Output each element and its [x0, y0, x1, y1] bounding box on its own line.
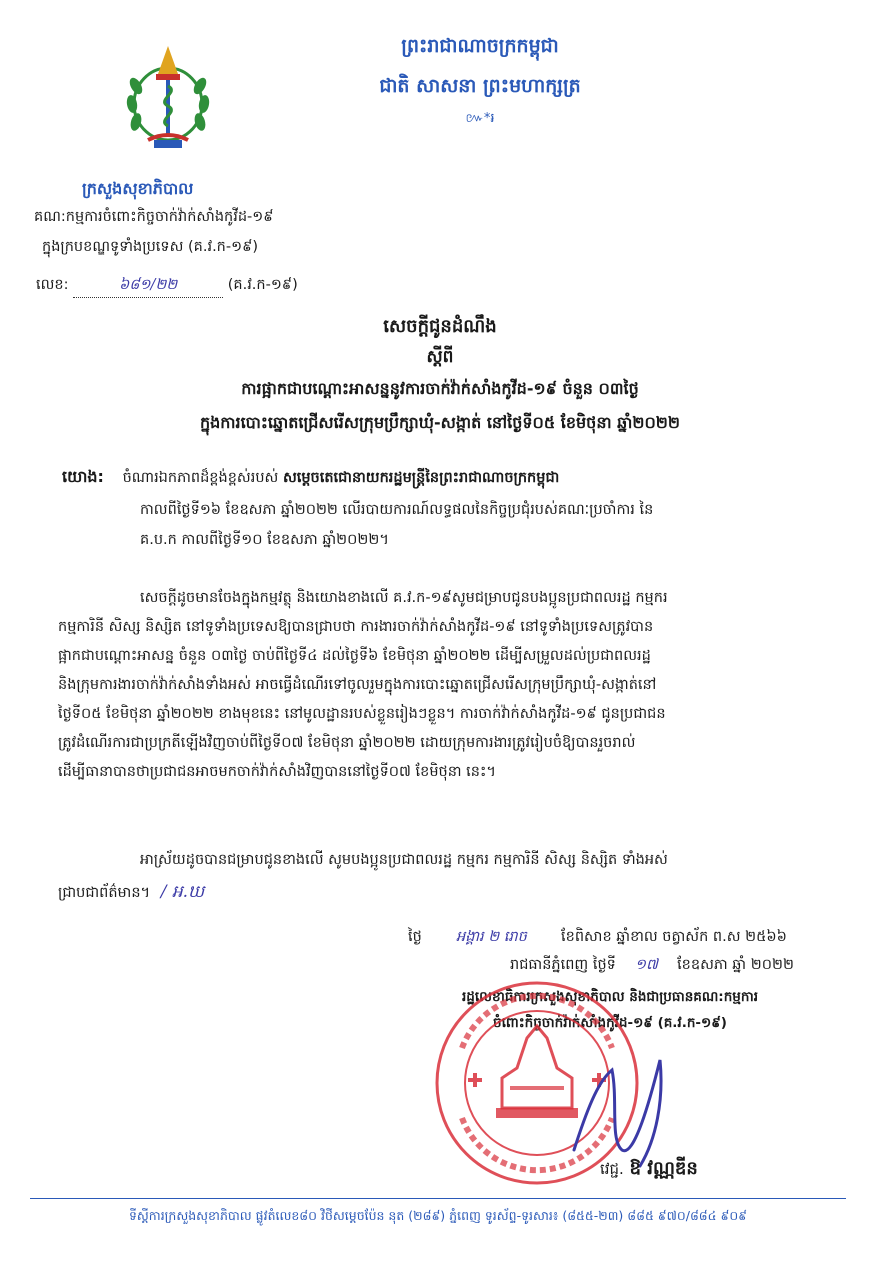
handwritten-initials: / អ.ឃ	[160, 882, 205, 902]
lunar-day: អង្គារ ២ រោច	[456, 929, 527, 945]
subject-line-1: ការផ្អាកជាបណ្តោះអាសន្ននូវការចាក់វ៉ាក់សាំងកូវីដ-១៩ ចំនួន ០៣ថ្ងៃ	[241, 379, 639, 398]
paragraph-line: ត្រូវដំណើរការជាប្រក្រតីឡើងវិញចាប់ពីថ្ងៃទី០៧ ខែមិថុនា ឆ្នាំ២០២២ ដោយក្រុមការងារត្រូវរៀបចំឱ្យបានរួចរាល់	[58, 735, 636, 751]
notice-subtitle: ស្តីពី	[426, 347, 454, 367]
reference-line-3: គ.ប.ក កាលពីថ្ងៃទី១០ ខែឧសភា ឆ្នាំ២០២២។	[140, 532, 389, 548]
reference-prime-minister: សម្តេចតេជោនាយករដ្ឋមន្ត្រីនៃព្រះរាជាណាចក្រកម្ពុជា	[282, 470, 560, 486]
place-rest: ខែឧសភា ឆ្នាំ ២០២២	[677, 957, 794, 973]
ref-label: លេខ:	[36, 277, 69, 293]
subject-line-2: ក្នុងការបោះឆ្នោតជ្រើសរើសក្រុមប្រឹក្សាឃុំ-សង្កាត់ នៅថ្ងៃទី០៥ ខែមិថុនា ឆ្នាំ២០២២	[199, 413, 681, 432]
body-paragraph-2-line-1: អាស្រ័យដូចបានជម្រាបជូនខាងលើ សូមបងប្អូនប្រជាពលរដ្ឋ កម្មករ កម្មការិនី សិស្ស និស្សិត ទាំងអស់	[140, 852, 668, 868]
name-prefix: វេជ្ជ.	[600, 1160, 624, 1178]
ministry-name: ក្រសួងសុខាភិបាល	[82, 179, 194, 198]
solar-date-line	[510, 956, 794, 977]
lunar-prefix: ថ្ងៃ	[408, 929, 422, 945]
body-paragraph-1	[58, 584, 848, 787]
body-paragraph-2-line-2	[58, 878, 204, 908]
signatory-position-1: រដ្ឋលេខាធិការក្រសួងសុខាភិបាល និងជាប្រធានគណ:កម្មការ	[462, 989, 758, 1005]
notice-title: សេចក្តីជូនដំណឹង	[383, 316, 497, 337]
header-ornament: ៚*៛	[465, 111, 495, 126]
kingdom-title: ព្រះរាជាណាចក្រកម្ពុជា	[401, 35, 559, 57]
paragraph-line: សេចក្តីដូចមានចែងក្នុងកម្មវត្ថុ និងយោងខាងលើ គ.វ.ក-១៩សូមជម្រាបជូនបងប្អូនប្រជាពលរដ្ឋ កម្មករ	[140, 590, 668, 606]
reference-line-1	[62, 462, 852, 493]
date-day: ១៧	[635, 957, 658, 973]
ministry-logo	[118, 36, 218, 166]
ref-number: ៦៨១/២២	[118, 277, 178, 293]
paragraph-line: ថ្ងៃទី០៥ ខែមិថុនា ឆ្នាំ២០២២ ខាងមុខនេះ នៅមូលដ្ឋានរបស់ខ្លួនរៀងៗខ្លួន។ ការចាក់វ៉ាក់សាំងកូវីដ-១៩ ជូនប្រជាជន	[58, 706, 666, 722]
reference-text: ចំណារឯកភាពដ៏ខ្ពង់ខ្ពស់របស់	[122, 470, 279, 486]
lunar-date-line	[408, 928, 787, 949]
paragraph-line: ផ្អាកជាបណ្តោះអាសន្ន ចំនួន ០៣ថ្ងៃ ចាប់ពីថ្ងៃទី៤ ដល់ថ្ងៃទី៦ ខែមិថុនា ឆ្នាំ២០២២ ដើម្បីសម្រួលដល់ប្រជាពលរដ្ឋ	[58, 648, 651, 664]
committee-line-1: គណ:កម្មការចំពោះកិច្ចចាក់វ៉ាក់សាំងកូវីដ-១៩	[34, 209, 274, 225]
signatory-name: ឱ វណ្ណឌីន	[629, 1158, 698, 1179]
footer-divider	[30, 1198, 846, 1199]
signatory-name-row	[600, 1156, 698, 1183]
paragraph-line: និងក្រុមការងារចាក់វ៉ាក់សាំងទាំងអស់ អាចធ្វើដំណើរទៅចូលរួមក្នុងការបោះឆ្នោតជ្រើសរើសក្រុមប្រឹក្សាឃុំ-សង្កាត់នៅ	[58, 677, 657, 693]
reference-line-2: កាលពីថ្ងៃទី១៦ ខែឧសភា ឆ្នាំ២០២២ លើរបាយការណ៍លទ្ធផលនៃកិច្ចប្រជុំរបស់គណៈប្រចាំការ នៃ	[140, 502, 654, 518]
ref-suffix: (គ.វ.ក-១៩)	[227, 277, 298, 293]
footer-address: ទីស្តីការក្រសួងសុខាភិបាល ផ្លូវតំលេខ៨០ វិថីសម្តេចប៉ែន នុត (២៨៩) ភ្នំពេញ ទូរស័ព្ទ-ទូរសារ៖ (៨៥៥-២៣) ៨៨៥ ៩៧០/៨៨៤ ៩០៩	[128, 1208, 748, 1223]
reference-number-row	[36, 276, 298, 298]
paragraph-line: ដើម្បីធានាបានថាប្រជាជនអាចមកចាក់វ៉ាក់សាំងវិញបាននៅថ្ងៃទី០៧ ខែមិថុនា នេះ។	[58, 764, 496, 780]
signatory-position-2: ចំពោះកិច្ចចាក់វ៉ាក់សាំងកូវីដ-១៩ (គ.វ.ក-១៩)	[493, 1015, 727, 1031]
paragraph-line: កម្មការិនី សិស្ស និស្សិត នៅទូទាំងប្រទេសឱ្យបានជ្រាបថា ការងារចាក់វ៉ាក់សាំងកូវីដ-១៩ នៅទូទាំងប្រទេសត្រូវបាន	[58, 619, 654, 635]
place-prefix: រាជធានីភ្នំពេញ ថ្ងៃទី	[510, 957, 616, 973]
lunar-rest: ខែពិសាខ ឆ្នាំខាល ចត្វាស័ក ព.ស ២៥៦៦	[561, 929, 787, 945]
closing-text: ជ្រាបជាព័ត៌មាន។	[58, 885, 151, 901]
national-motto: ជាតិ សាសនា ព្រះមហាក្សត្រ	[379, 75, 581, 97]
reference-label: យោង:	[62, 467, 104, 486]
committee-line-2: ក្នុងក្របខណ្ឌទូទាំងប្រទេស (គ.វ.ក-១៩)	[42, 239, 259, 255]
